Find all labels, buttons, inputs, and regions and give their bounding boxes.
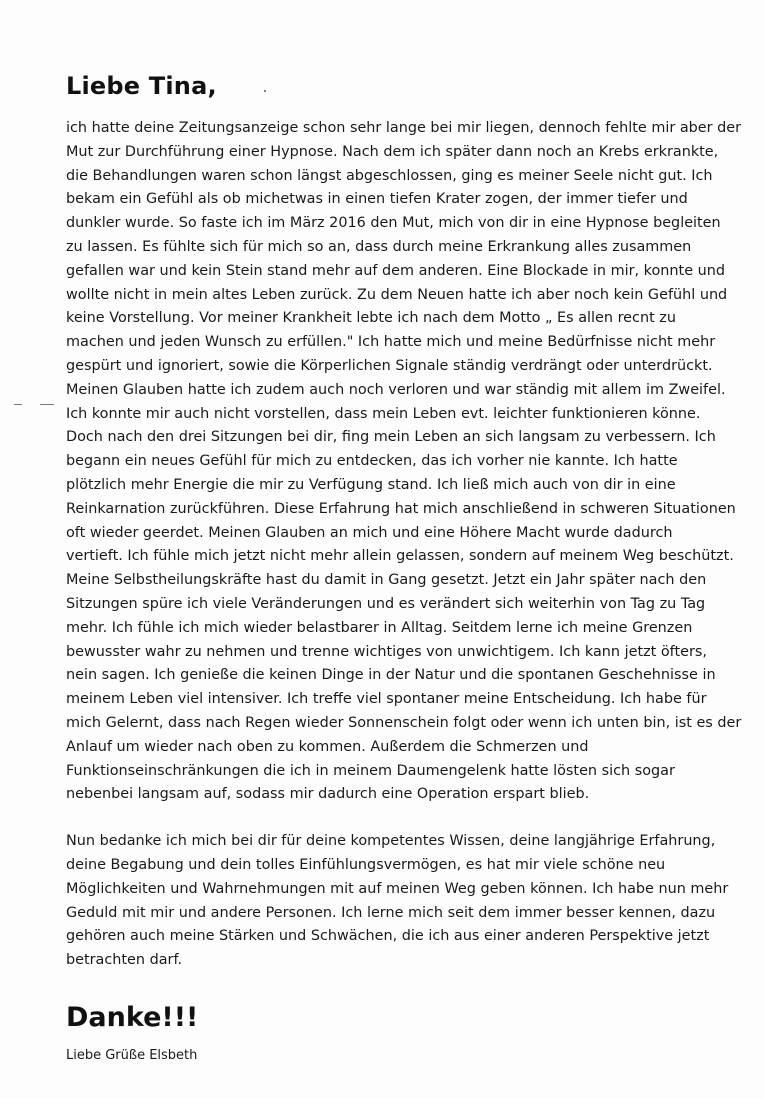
letter-line: mich Gelernt, dass nach Regen wieder Sonnenschein folgt oder wenn ich unten bin, ist es der	[66, 714, 742, 731]
letter-line: gespürt und ignoriert, sowie die Körperlichen Signale ständig verdrängt oder unterdrückt.	[66, 357, 713, 374]
letter-line: Funktionseinschränkungen die ich in meinem Daumengelenk hatte lösten sich sogar	[66, 762, 675, 779]
letter-line: bekam ein Gefühl als ob michetwas in einen tiefen Krater zogen, der immer tiefer und	[66, 191, 688, 208]
letter-line: gefallen war und kein Stein stand mehr auf dem anderen. Eine Blockade in mir, konnte und	[66, 262, 725, 279]
letter-line: Meine Selbstheilungskräfte hast du damit in Gang gesetzt. Jetzt ein Jahr später nach den	[66, 572, 707, 589]
letter-line: dunkler wurde. So faste ich im März 2016 den Mut, mich von dir in eine Hypnose begleiten	[66, 215, 721, 232]
letter-line: meinem Leben viel intensiver. Ich treffe viel spontaner meine Entscheidung. Ich habe für	[66, 691, 707, 708]
paragraph-spacer	[66, 807, 736, 830]
letter-line: betrachten darf.	[66, 952, 183, 969]
letter-line: Anlauf um wieder nach oben zu kommen. Außerdem die Schmerzen und	[66, 738, 589, 755]
letter-line: nebenbei langsam auf, sodass mir dadurch eine Operation erspart blieb.	[66, 786, 590, 803]
letter-line: gehören auch meine Stärken und Schwächen, die ich aus einer anderen Perspektive jetzt	[66, 928, 710, 945]
letter-line: Doch nach den drei Sitzungen bei dir, fing mein Leben an sich langsam zu verbessern. Ich	[66, 429, 716, 446]
letter-line: nein sagen. Ich genieße die keinen Dinge in der Natur und die spontanen Geschehnisse in	[66, 667, 716, 684]
letter-line: plötzlich mehr Energie die mir zu Verfügung stand. Ich ließ mich auch von dir in eine	[66, 476, 676, 493]
letter-line: deine Begabung und dein tolles Einfühlungsvermögen, es hat mir viele schöne neu	[66, 856, 666, 873]
letter-line: Sitzungen spüre ich viele Veränderungen und es verändert sich weiterhin von Tag zu Tag	[66, 595, 706, 612]
letter-line: Mut zur Durchführung einer Hypnose. Nach dem ich später dann noch an Krebs erkrankte,	[66, 143, 719, 160]
letter-paragraph-1	[66, 117, 742, 807]
scan-speck	[264, 90, 266, 92]
scan-mark	[40, 404, 54, 405]
letter-line: begann ein neues Gefühl für mich zu entdecken, das ich vorher nie kannte. Ich hatte	[66, 453, 678, 470]
letter-line: bewusster wahr zu nehmen und trenne wichtiges von unwichtigem. Ich kann jetzt öfters,	[66, 643, 707, 660]
letter-signature: Liebe Grüße Elsbeth	[66, 1048, 198, 1063]
letter-line: Ich konnte mir auch nicht vorstellen, dass mein Leben evt. leichter funktionieren könne.	[66, 405, 701, 422]
letter-line: vertieft. Ich fühle mich jetzt nicht mehr allein gelassen, sondern auf meinem Weg beschützt.	[66, 548, 734, 565]
letter-line: oft wieder geerdet. Meinen Glauben an mich und eine Höhere Macht wurde dadurch	[66, 524, 673, 541]
letter-line: Geduld mit mir und andere Personen. Ich lerne mich seit dem immer besser kennen, dazu	[66, 904, 716, 921]
scan-mark	[14, 404, 22, 405]
letter-line: keine Vorstellung. Vor meiner Krankheit lebte ich nach dem Motto „ Es allen recnt zu	[66, 310, 676, 327]
letter-line: die Behandlungen waren schon längst abgeschlossen, ging es meiner Seele nicht gut. Ich	[66, 167, 713, 184]
letter-body	[66, 117, 742, 973]
letter-line: machen und jeden Wunsch zu erfüllen." Ich hatte mich und meine Bedürfnisse nicht mehr	[66, 334, 716, 351]
letter-line: Möglichkeiten und Wahrnehmungen mit auf meinen Weg geben können. Ich habe nun mehr	[66, 880, 729, 897]
letter-line: Reinkarnation zurückführen. Diese Erfahrung hat mich anschließend in schweren Situationen	[66, 500, 736, 517]
letter-thanks: Danke!!!	[66, 1002, 199, 1033]
letter-line: zu lassen. Es fühlte sich für mich so an, dass durch meine Erkrankung alles zusammen	[66, 238, 692, 255]
letter-line: wollte nicht in mein altes Leben zurück. Zu dem Neuen hatte ich aber noch kein Gefühl und	[66, 286, 728, 303]
letter-line: Nun bedanke ich mich bei dir für deine kompetentes Wissen, deine langjährige Erfahrung,	[66, 833, 716, 850]
letter-paragraph-2	[66, 830, 736, 973]
letter-line: mehr. Ich fühle ich mich wieder belastbarer in Alltag. Seitdem lerne ich meine Grenzen	[66, 619, 693, 636]
letter-greeting: Liebe Tina,	[66, 72, 217, 100]
letter-line: ich hatte deine Zeitungsanzeige schon sehr lange bei mir liegen, dennoch fehlte mir aber der	[66, 120, 742, 136]
letter-line: Meinen Glauben hatte ich zudem auch noch verloren und war ständig mit allem im Zweifel.	[66, 381, 726, 398]
